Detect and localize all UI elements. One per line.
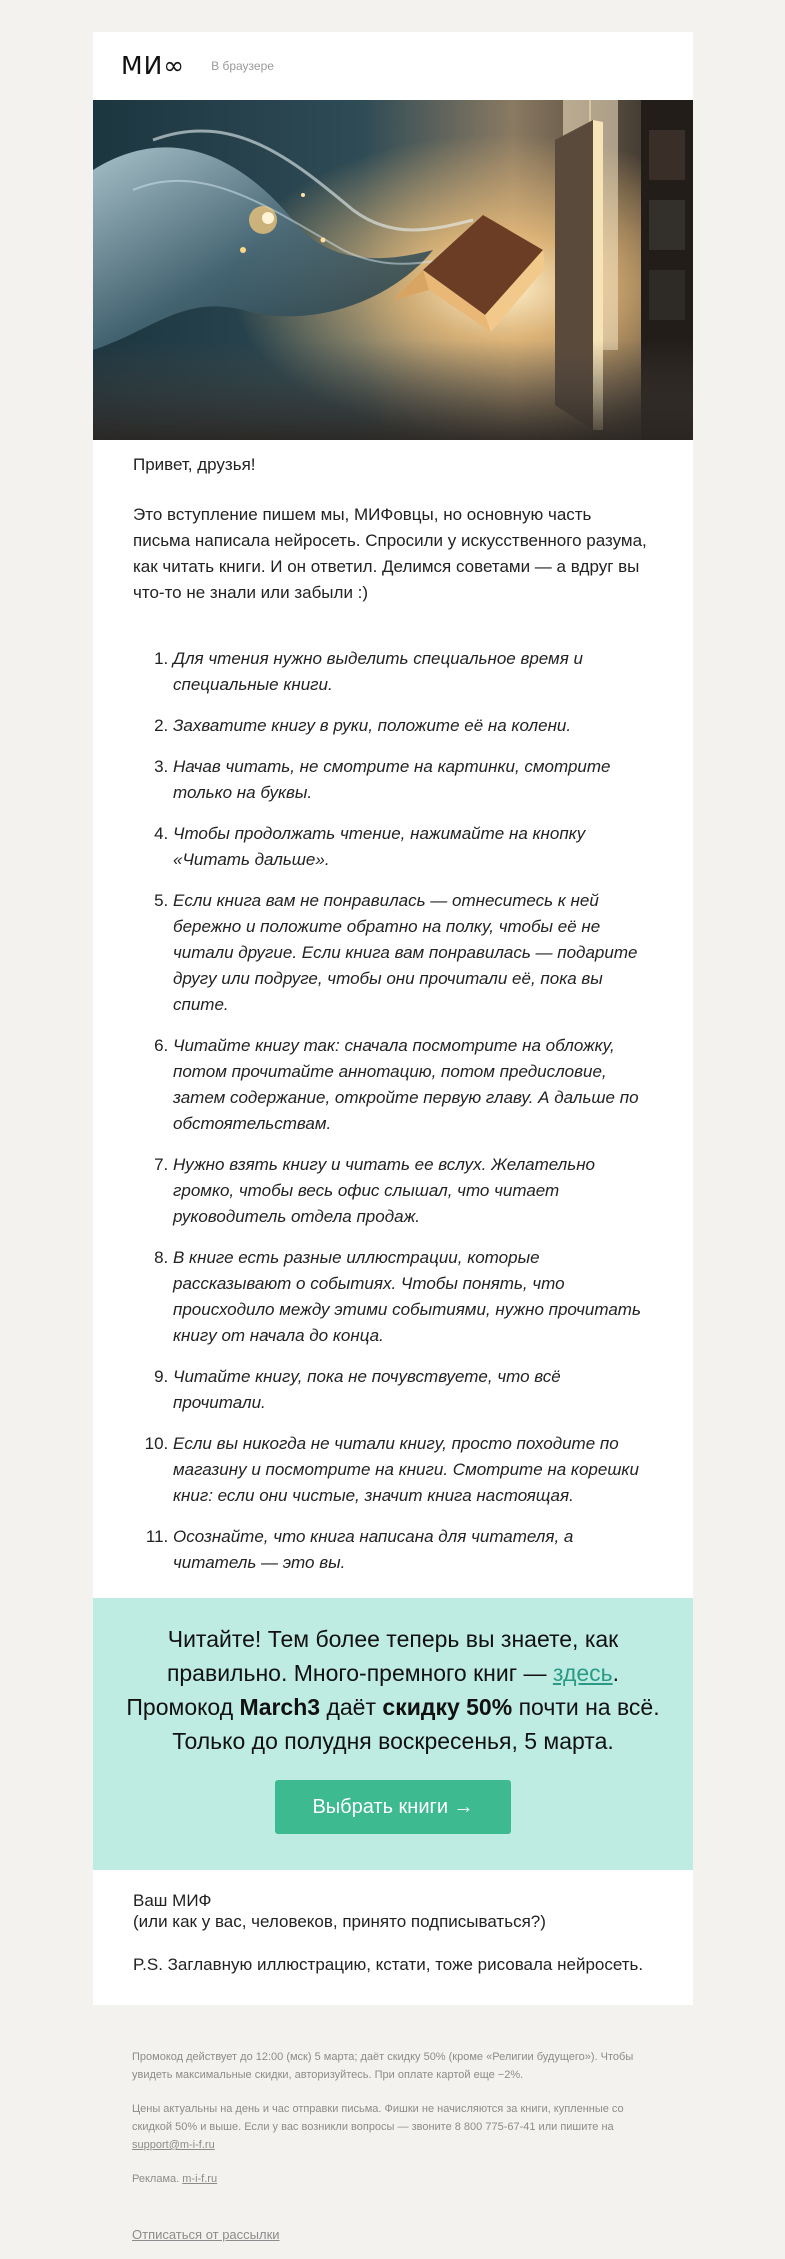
tip-item: 3. Начав читать, не смотрите на картинки, смотрите только на буквы.	[173, 754, 653, 806]
tip-item: 1. Для чтения нужно выделить специальное время и специальные книги.	[173, 646, 653, 698]
promo-deadline: Только до полудня воскресенья, 5 марта.	[172, 1728, 614, 1754]
unsubscribe-link[interactable]: Отписаться от рассылки	[132, 2227, 280, 2242]
discount-text: скидку 50%	[382, 1694, 513, 1720]
catalog-link[interactable]: здесь	[552, 1660, 613, 1686]
promo-prefix: Промокод	[126, 1694, 240, 1720]
promo-line1: Читайте! Тем более теперь вы знаете, как правильно. Много-премного книг —	[166, 1626, 619, 1686]
logo-text: МИ∞	[121, 51, 186, 80]
letter-body	[93, 452, 693, 1576]
tip-item: 5. Если книга вам не понравилась — отнеситесь к ней бережно и положите обратно на полку, чтобы её не читали другие. Если книга вам понравилась — подарите другу или подруге, чтобы они прочитали её, пока вы спите.	[173, 888, 653, 1018]
signoff-line2: (или как у вас, человеков, принято подписываться?)	[133, 1912, 546, 1931]
view-in-browser-link[interactable]: В браузере	[211, 59, 274, 73]
choose-books-button[interactable]: Выбрать книги →	[275, 1780, 511, 1834]
tip-item: 8. В книге есть разные иллюстрации, которые рассказывают о событиях. Чтобы понять, что происходило между этими событиями, нужно прочитать книгу от начала до конца.	[173, 1245, 653, 1349]
mif-logo[interactable]	[121, 51, 186, 80]
support-email-link[interactable]: support@m-i-f.ru	[132, 2139, 215, 2151]
promo-mid: даёт	[320, 1694, 383, 1720]
promo-block	[93, 1598, 693, 1870]
email-footer	[132, 2048, 654, 2245]
signoff-line1: Ваш МИФ	[133, 1891, 212, 1910]
signoff-block	[93, 1870, 693, 2005]
ad-link[interactable]: m-i-f.ru	[182, 2173, 218, 2185]
tip-item: 2. Захватите книгу в руки, положите её на колени.	[173, 713, 653, 739]
prices-note-text: Цены актуальны на день и час отправки письма. Фишки не начисляются за книги, купленные со скидкой 50% и выше. Если у вас возникли вопросы — звоните 8 800 775-67-41 или пишите на	[132, 2103, 624, 2133]
promo-text	[123, 1622, 663, 1758]
tip-item: 4. Чтобы продолжать чтение, нажимайте на кнопку «Читать дальше».	[173, 821, 653, 873]
promo-terms: Промокод действует до 12:00 (мск) 5 марта; даёт скидку 50% (кроме «Религии будущего»). Чтобы увидеть максимальные скидки, авторизуйтесь. При оплате картой еще −2%.	[132, 2051, 634, 2081]
ad-label: Реклама.	[132, 2173, 183, 2185]
intro-paragraph: Это вступление пишем мы, МИФовцы, но основную часть письма написала нейросеть. Спросили у искусственного разума, как читать книги. И он ответил. Делимся советами — а вдруг вы что-то не знали или забыли :)	[133, 505, 647, 602]
prices-note	[132, 2100, 654, 2154]
tip-item: 9. Читайте книгу, пока не почувствуете, что всё прочитали.	[173, 1364, 653, 1416]
promo-line1-end: .	[612, 1660, 620, 1686]
ad-notice	[132, 2170, 654, 2188]
tip-item: 10. Если вы никогда не читали книгу, просто походите по магазину и посмотрите на книги. Смотрите на корешки книг: если они чистые, значит книга настоящая.	[173, 1431, 653, 1509]
email-container	[93, 32, 693, 2005]
hero-illustration	[93, 100, 693, 440]
tip-item: 7. Нужно взять книгу и читать ее вслух. Желательно громко, чтобы весь офис слышал, что читает руководитель отдела продаж.	[173, 1152, 653, 1230]
tip-item: 6. Читайте книгу так: сначала посмотрите на обложку, потом прочитайте аннотацию, потом предисловие, затем содержание, откройте первую главу. А дальше по обстоятельствам.	[173, 1033, 653, 1137]
promo-suffix: почти на всё.	[512, 1694, 660, 1720]
promo-code: March3	[239, 1694, 321, 1720]
greeting-text: Привет, друзья!	[133, 455, 256, 474]
tip-item: 11. Осознайте, что книга написана для читателя, а читатель — это вы.	[173, 1524, 653, 1576]
tips-list	[133, 646, 653, 1576]
postscript: P.S. Заглавную иллюстрацию, кстати, тоже рисовала нейросеть.	[133, 1955, 644, 1974]
email-header	[93, 32, 693, 100]
